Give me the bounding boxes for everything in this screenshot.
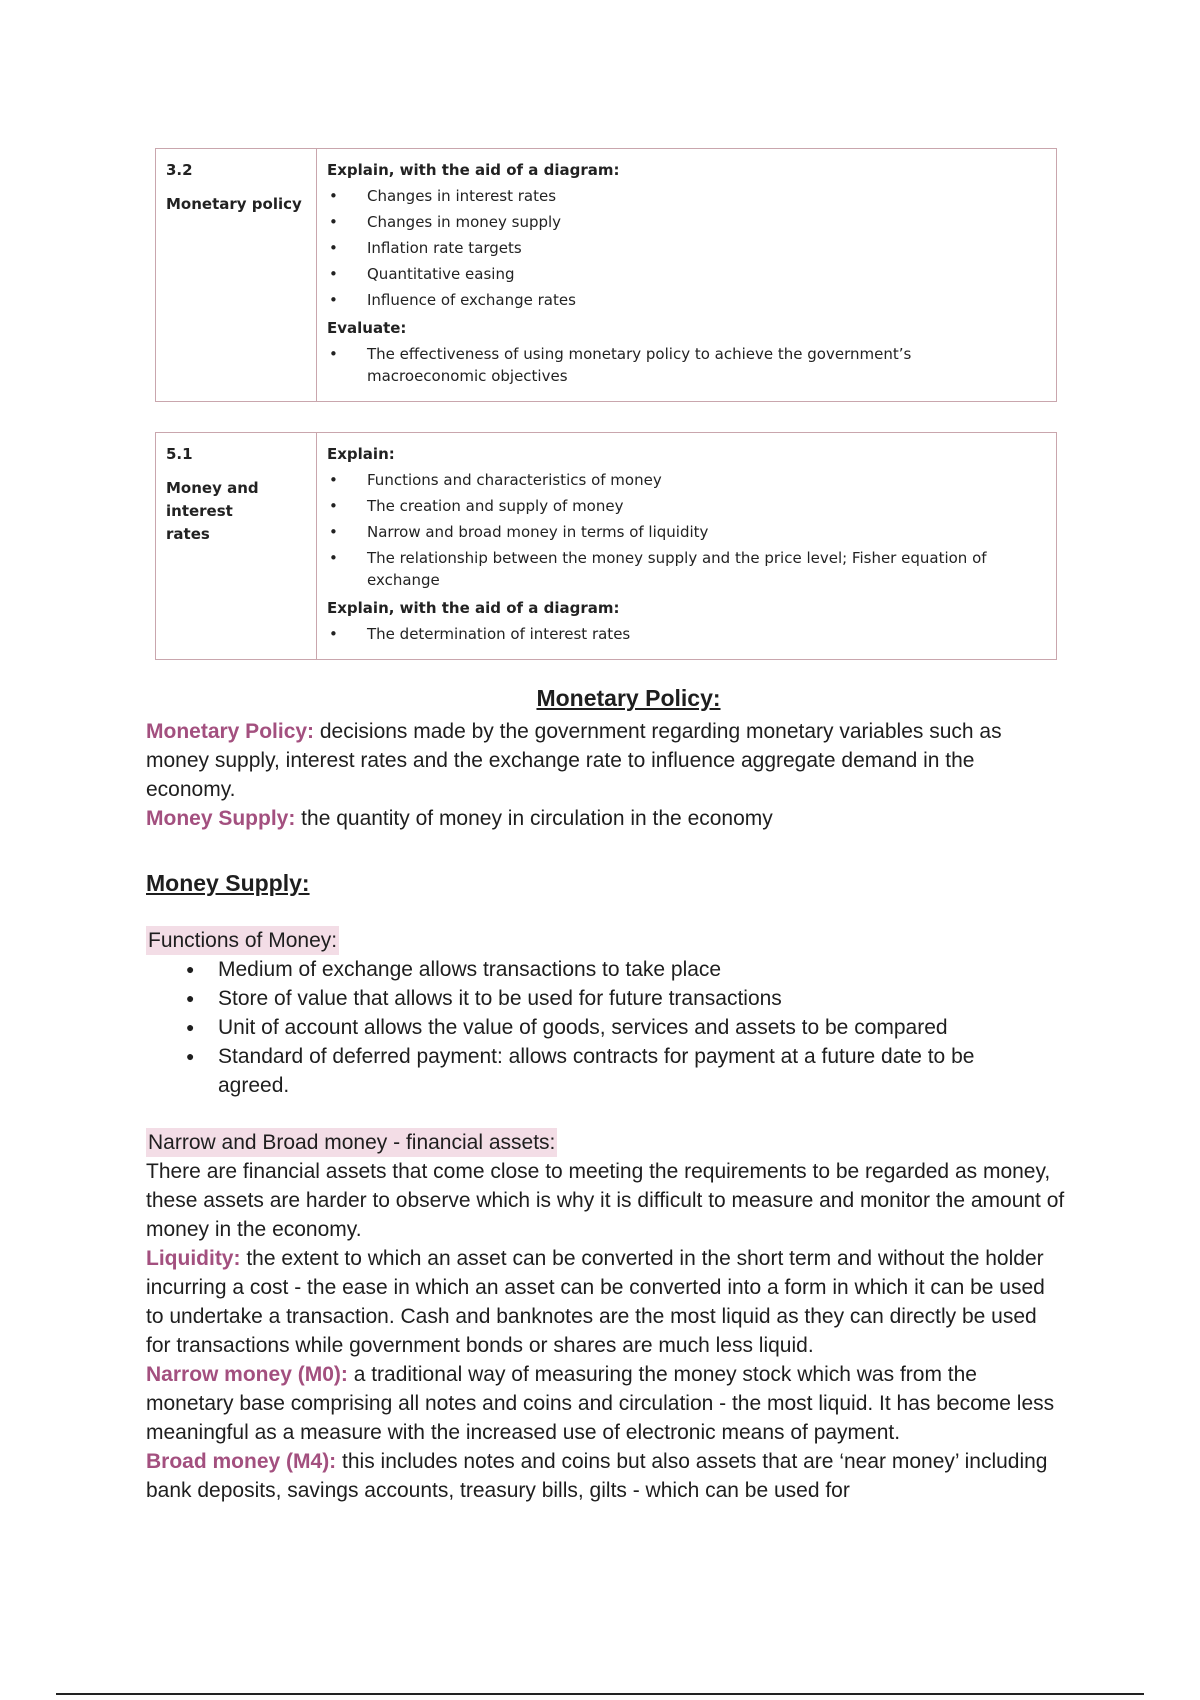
definition-text: this includes notes and coins but also assets that are ‘near money’ including bank deposits, savings accounts, treasury bills, gilts - which can be used for — [146, 1450, 1048, 1502]
spec-item: • The relationship between the money supply and the price level; Fisher equation of exchange — [327, 547, 1046, 591]
definition-text: a traditional way of measuring the money stock which was from the monetary base comprising all notes and coins and circulation - the most liquid. It has become less meaningful as a measure with the increased use of electronic means of payment. — [146, 1363, 1055, 1444]
spec-list — [327, 623, 1046, 645]
spec-item: • Functions and characteristics of money — [327, 469, 1046, 491]
spec-row — [156, 149, 1057, 402]
spec-content-cell — [317, 433, 1057, 660]
spec-table-3-2 — [155, 148, 1057, 402]
definition-text: the quantity of money in circulation in the economy — [295, 807, 773, 830]
page-title: Monetary Policy: — [536, 685, 721, 711]
list-item: ● Medium of exchange allows transactions to take place — [186, 955, 1066, 984]
spacer — [146, 1100, 1066, 1128]
spec-code: 3.2 — [166, 161, 193, 179]
definition-monetary-policy — [146, 717, 1066, 804]
spec-list — [327, 469, 1046, 591]
notes-body — [146, 684, 1066, 1505]
definition-broad-money — [146, 1447, 1066, 1505]
definition-money-supply — [146, 804, 1066, 833]
spec-item: • Quantitative easing — [327, 263, 1046, 285]
spec-list — [327, 185, 1046, 311]
list-item: ● Unit of account allows the value of goods, services and assets to be compared — [186, 1013, 1066, 1042]
term-label: Money Supply: — [146, 807, 296, 830]
spec-item: • Narrow and broad money in terms of liquidity — [327, 521, 1046, 543]
spec-item: • The effectiveness of using monetary policy to achieve the government’s macroeconomic objectives — [327, 343, 1046, 387]
narrow-broad-text: There are financial assets that come close to meeting the requirements to be regarded as money, these assets are harder to observe which is why it is difficult to measure and monitor the amount of money in the economy. — [146, 1160, 1065, 1241]
narrow-broad-heading: Narrow and Broad money - financial assets: — [146, 1128, 557, 1157]
spec-code-cell — [156, 433, 317, 660]
spec-item: • The creation and supply of money — [327, 495, 1046, 517]
definition-narrow-money — [146, 1360, 1066, 1447]
spec-item: • Inflation rate targets — [327, 237, 1046, 259]
term-label: Broad money (M4): — [146, 1450, 337, 1473]
spec-heading: Explain, with the aid of a diagram: — [327, 161, 620, 179]
spec-heading: Explain, with the aid of a diagram: — [327, 599, 620, 617]
term-label: Monetary Policy: — [146, 720, 315, 743]
spec-list — [327, 343, 1046, 387]
spec-item: • Influence of exchange rates — [327, 289, 1046, 311]
spec-item: • Changes in interest rates — [327, 185, 1046, 207]
spec-code: 5.1 — [166, 445, 193, 463]
functions-list — [146, 955, 1066, 1100]
spec-item: • The determination of interest rates — [327, 623, 1046, 645]
term-label: Narrow money (M0): — [146, 1363, 348, 1386]
spec-heading: Explain: — [327, 445, 395, 463]
definition-text: decisions made by the government regarding monetary variables such as money supply, interest rates and the exchange rate to influence aggregate demand in the economy. — [146, 720, 1002, 801]
functions-heading: Functions of Money: — [146, 926, 339, 955]
spec-topic: Monetary policy — [166, 195, 302, 213]
spec-item: • Changes in money supply — [327, 211, 1046, 233]
spec-content-cell — [317, 149, 1057, 402]
bottom-rule — [56, 1693, 1144, 1695]
definition-liquidity — [146, 1244, 1066, 1360]
spec-table-5-1 — [155, 432, 1057, 660]
spec-code-cell — [156, 149, 317, 402]
list-item: ● Store of value that allows it to be used for future transactions — [186, 984, 1066, 1013]
definition-text: the extent to which an asset can be converted in the short term and without the holder incurring a cost - the ease in which an asset can be converted into a form in which it can be used to undertake a transaction. Cash and banknotes are the most liquid as they can directly be used for transactions while government bonds or shares are much less liquid. — [146, 1247, 1045, 1357]
spec-row — [156, 433, 1057, 660]
section-heading: Money Supply: — [146, 870, 310, 896]
spec-heading: Evaluate: — [327, 319, 407, 337]
spec-topic: Money and interest rates — [166, 479, 259, 543]
term-label: Liquidity: — [146, 1247, 241, 1270]
list-item: ● Standard of deferred payment: allows contracts for payment at a future date to be agreed. — [186, 1042, 1066, 1100]
